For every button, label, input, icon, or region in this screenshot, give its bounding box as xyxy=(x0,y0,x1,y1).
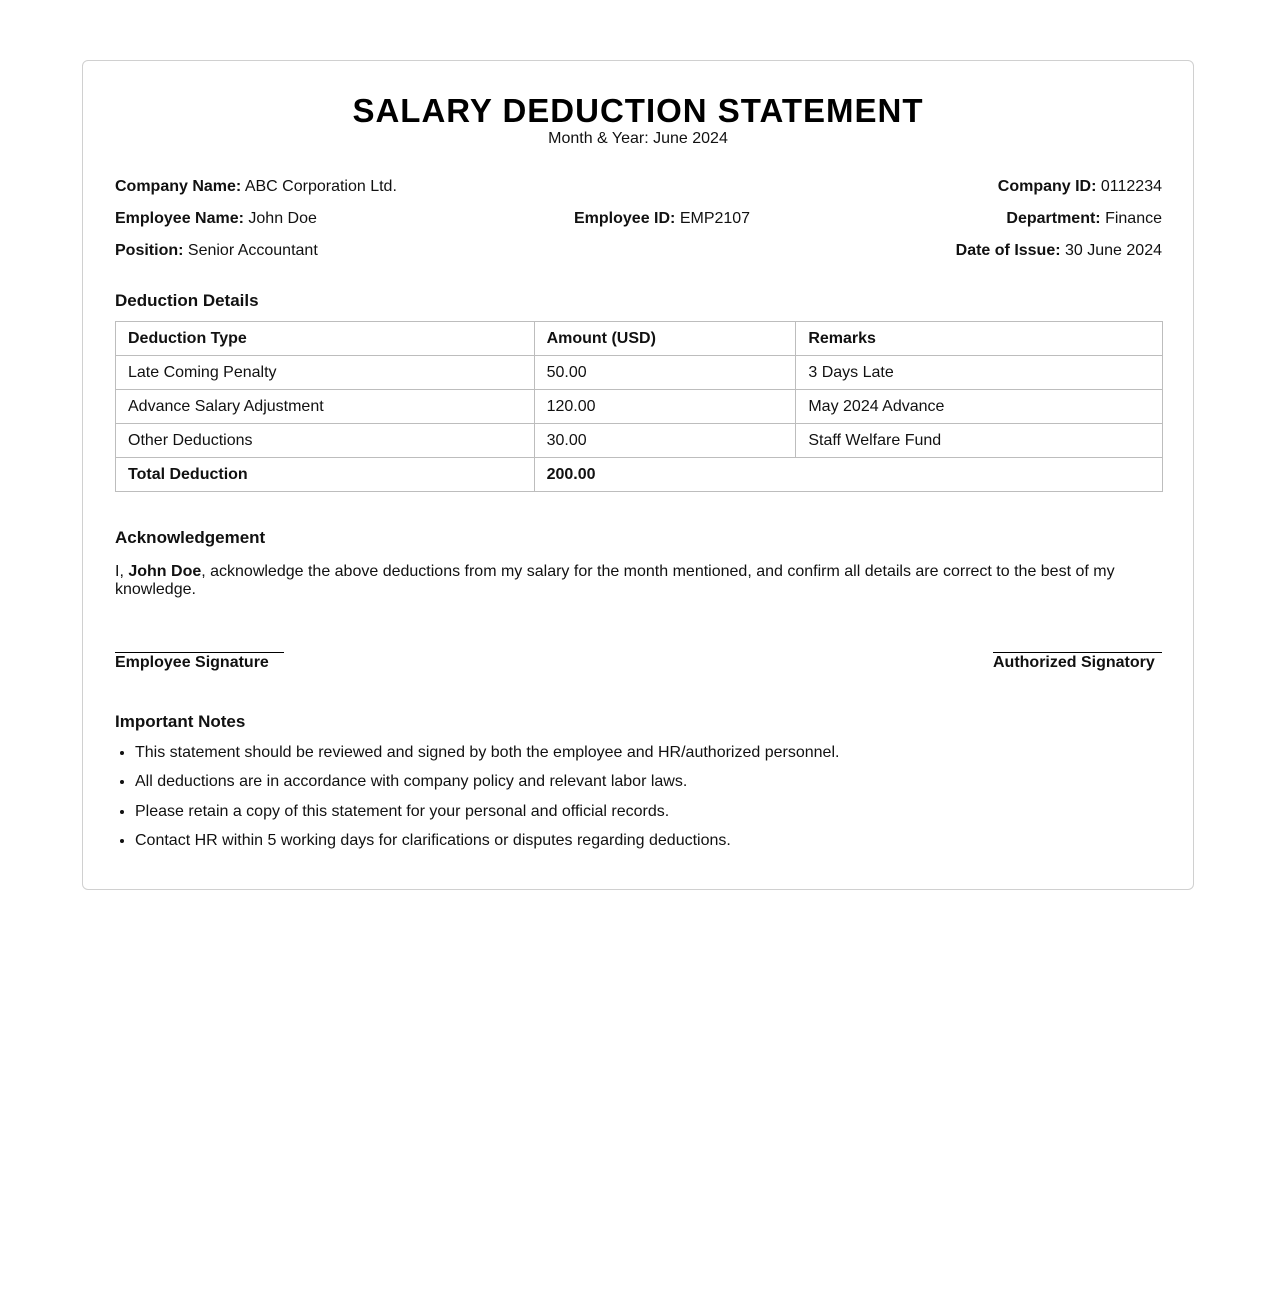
column-header: Deduction Type xyxy=(116,322,535,356)
department-value: Finance xyxy=(1105,210,1162,227)
company-id-label: Company ID: xyxy=(997,178,1097,195)
deduction-type: Advance Salary Adjustment xyxy=(116,390,535,424)
list-item: • Contact HR within 5 working days for clarifications or disputes regarding deductions. xyxy=(135,831,839,851)
date-of-issue xyxy=(956,241,1162,261)
employee-signature-line xyxy=(115,652,284,673)
position-value: Senior Accountant xyxy=(187,242,318,259)
employee-name-value: John Doe xyxy=(248,210,317,227)
acknowledgement-heading: Acknowledgement xyxy=(115,528,266,547)
notes-list xyxy=(115,743,839,860)
total-label: Total Deduction xyxy=(116,458,535,492)
ack-employee-name: John Doe xyxy=(128,563,202,580)
acknowledgement-text xyxy=(115,563,1125,599)
position xyxy=(115,241,318,261)
employee-id-label: Employee ID: xyxy=(574,210,676,227)
table-row xyxy=(116,390,1163,424)
deduction-amount: 50.00 xyxy=(534,356,796,390)
employee-name xyxy=(115,209,317,229)
deduction-table xyxy=(115,321,1163,492)
authorized-signatory-line xyxy=(993,652,1162,673)
important-notes-heading: Important Notes xyxy=(115,712,246,731)
company-name-label: Company Name: xyxy=(115,178,242,195)
deduction-details-heading: Deduction Details xyxy=(115,291,259,310)
date-of-issue-value: 30 June 2024 xyxy=(1065,242,1162,259)
employee-id xyxy=(574,209,750,229)
company-name-value: ABC Corporation Ltd. xyxy=(244,178,397,195)
table-row xyxy=(116,424,1163,458)
statement-document xyxy=(82,60,1194,890)
list-item: • This statement should be reviewed and signed by both the employee and HR/authorized personnel. xyxy=(135,743,839,763)
table-row xyxy=(116,356,1163,390)
company-name xyxy=(115,177,397,197)
deduction-remarks: 3 Days Late xyxy=(796,356,1163,390)
company-id xyxy=(998,177,1162,197)
ack-prefix: I, xyxy=(115,563,129,580)
list-item: • All deductions are in accordance with company policy and relevant labor laws. xyxy=(135,772,839,792)
deduction-type: Other Deductions xyxy=(116,424,535,458)
deduction-amount: 30.00 xyxy=(534,424,796,458)
table-header-row xyxy=(116,322,1163,356)
total-amount: 200.00 xyxy=(534,458,1162,492)
column-header: Amount (USD) xyxy=(534,322,796,356)
total-row xyxy=(116,458,1163,492)
list-item: • Please retain a copy of this statement for your personal and official records. xyxy=(135,802,839,822)
ack-body: , acknowledge the above deductions from my salary for the month mentioned, and confirm all details are correct to the best of my knowledge. xyxy=(115,563,1115,598)
authorized-signatory-label: Authorized Signatory xyxy=(993,654,1155,671)
column-header: Remarks xyxy=(796,322,1163,356)
date-of-issue-label: Date of Issue: xyxy=(955,242,1061,259)
department-label: Department: xyxy=(1006,210,1101,227)
deduction-remarks: May 2024 Advance xyxy=(796,390,1163,424)
page-title: SALARY DEDUCTION STATEMENT xyxy=(352,92,924,129)
employee-signature-label: Employee Signature xyxy=(115,654,269,671)
employee-name-label: Employee Name: xyxy=(115,210,244,227)
deduction-amount: 120.00 xyxy=(534,390,796,424)
company-id-value: 0112234 xyxy=(1100,178,1162,195)
department xyxy=(1006,209,1162,229)
deduction-remarks: Staff Welfare Fund xyxy=(796,424,1163,458)
position-label: Position: xyxy=(115,242,184,259)
deduction-type: Late Coming Penalty xyxy=(116,356,535,390)
month-year: Month & Year: June 2024 xyxy=(548,130,728,147)
employee-id-value: EMP2107 xyxy=(679,210,751,227)
